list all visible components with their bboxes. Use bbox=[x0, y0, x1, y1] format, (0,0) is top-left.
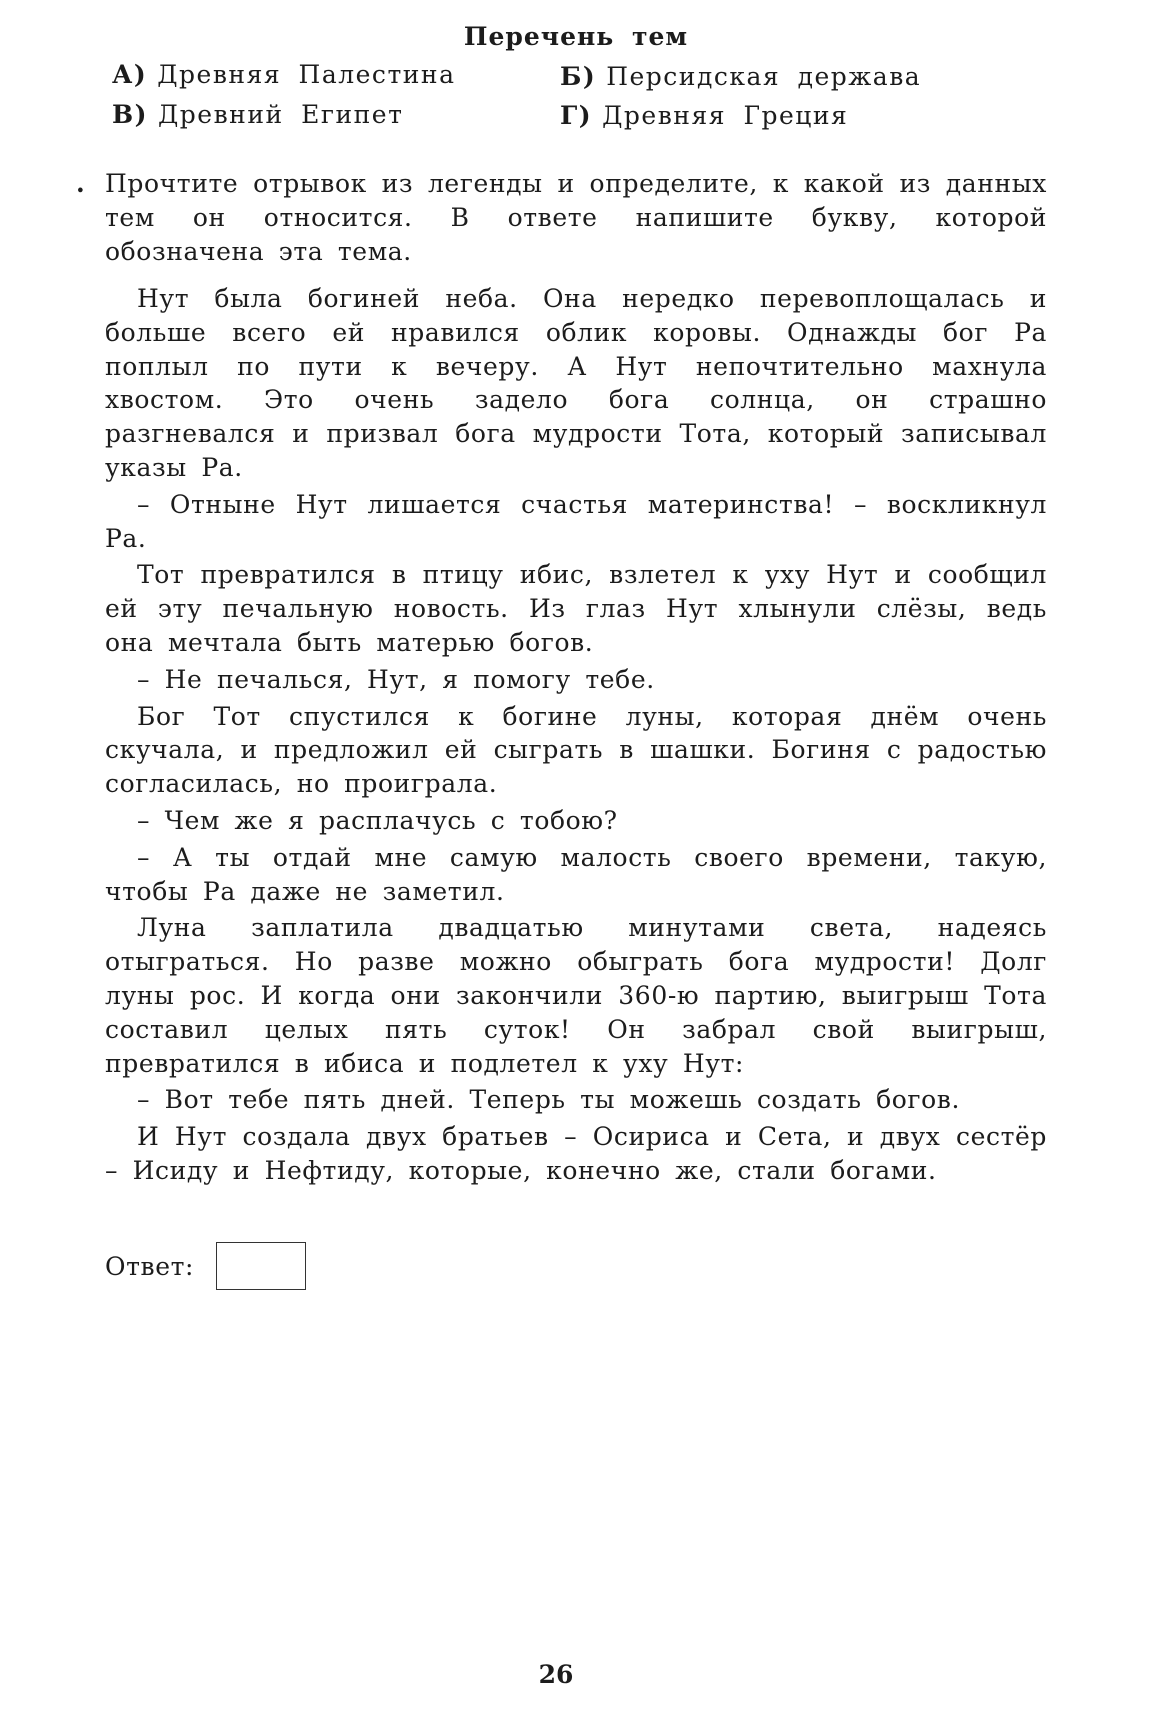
task-instruction: Прочтите отрывок из легенды и определите, к какой из данных тем он относится. В ответе напишите букву, которой обозначена эта тема. bbox=[105, 169, 1047, 266]
topic-letter: А) bbox=[112, 60, 148, 89]
story-paragraph: – Вот тебе пять дней. Теперь ты можешь создать богов. bbox=[137, 1085, 960, 1115]
topic-b bbox=[560, 62, 921, 91]
topic-letter: В) bbox=[112, 100, 148, 129]
topic-g bbox=[560, 101, 848, 130]
story-paragraph: Луна заплатила двадцатью минутами света, надеясь отыграться. Но разве можно обыграть бога мудрости! Долг луны рос. И когда они закончили 360-ю партию, выигрыш Тота составил целых пять суток! Он забрал свой выигрыш, превратился в ибиса и подлетел к уху Нут: bbox=[105, 913, 1047, 1078]
story-paragraph: – Не печалься, Нут, я помогу тебе. bbox=[137, 664, 655, 694]
story-paragraph: – Чем же я расплачусь с тобою? bbox=[137, 805, 618, 835]
story-paragraph: Бог Тот спустился к богине луны, которая днём очень скучала, и предложил ей сыграть в шашки. Богиня с радостью согласилась, но проиграла. bbox=[105, 701, 1047, 799]
topic-letter: Б) bbox=[560, 62, 597, 91]
topic-a bbox=[112, 60, 456, 89]
answer-label: Ответ: bbox=[105, 1251, 195, 1281]
answer-row bbox=[105, 1242, 306, 1290]
legend-text bbox=[105, 282, 1047, 1191]
topic-text: Древняя Греция bbox=[602, 101, 849, 130]
story-paragraph: – Отныне Нут лишается счастья материнства! – воскликнул Ра. bbox=[105, 489, 1047, 553]
topics-list-title: Перечень тем bbox=[463, 22, 689, 51]
topic-letter: Г) bbox=[560, 101, 593, 130]
topic-text: Древний Египет bbox=[157, 100, 404, 129]
story-paragraph: Тот превратился в птицу ибис, взлетел к уху Нут и сообщил ей эту печальную новость. Из глаз Нут хлынули слёзы, ведь она мечтала быть матерью богов. bbox=[105, 560, 1047, 657]
topic-text: Древняя Палестина bbox=[157, 60, 456, 89]
topic-text: Персидская держава bbox=[606, 62, 922, 91]
task-marker: . bbox=[76, 169, 85, 198]
story-paragraph: – А ты отдай мне самую малость своего времени, такую, чтобы Ра даже не заметил. bbox=[105, 842, 1047, 906]
story-paragraph: И Нут создала двух братьев – Осириса и Сета, и двух сестёр – Исиду и Нефтиду, которые, конечно же, стали богами. bbox=[105, 1122, 1047, 1185]
topic-v bbox=[112, 100, 403, 129]
answer-box[interactable] bbox=[216, 1242, 306, 1290]
story-paragraph: Нут была богиней неба. Она нередко перевоплощалась и больше всего ей нравился облик коровы. Однажды бог Ра поплыл по пути к вечеру. А Нут непочтительно махнула хвостом. Это очень задело бога солнца, он страшно разгневался и призвал бога мудрости Тота, который записывал указы Ра. bbox=[105, 284, 1047, 482]
page-number: 26 bbox=[538, 1660, 574, 1689]
